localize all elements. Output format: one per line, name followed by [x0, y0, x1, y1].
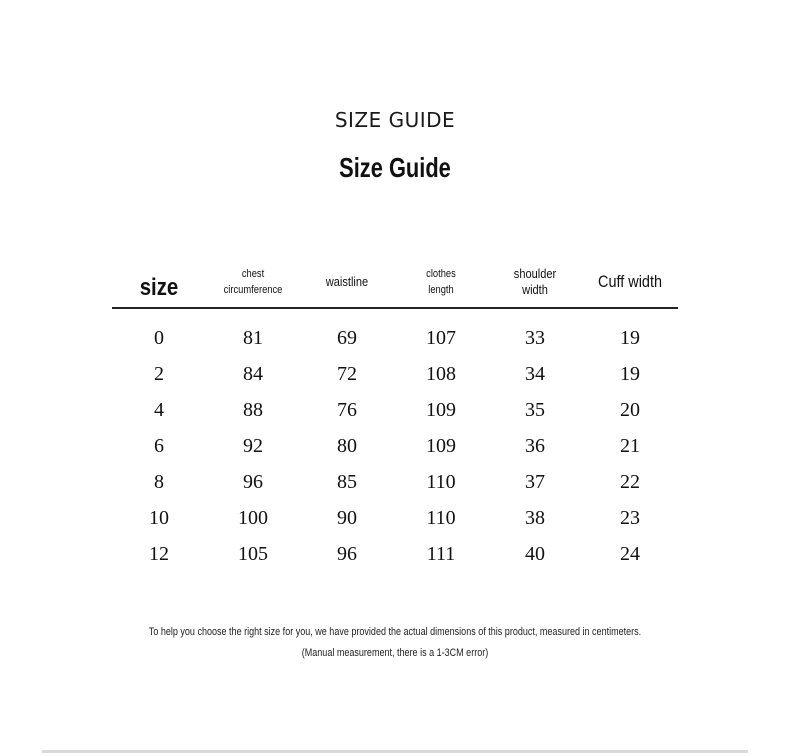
header-chest-line2: circumference	[223, 284, 283, 296]
header-divider	[112, 307, 678, 309]
cell-waistline: 72	[337, 363, 357, 385]
cell-cuff: 22	[620, 471, 640, 493]
header-chest-label	[224, 266, 283, 298]
header-shoulder-line2: width	[522, 282, 548, 297]
table-row	[112, 464, 678, 500]
header-length-line2: length	[428, 284, 454, 296]
cell-cuff: 19	[620, 363, 640, 385]
header-shoulder-label	[514, 266, 556, 298]
cell-length: 108	[426, 363, 456, 385]
table-row	[112, 500, 678, 536]
header-chest-line1: chest	[241, 268, 265, 280]
cell-shoulder: 33	[525, 327, 545, 349]
cell-chest: 81	[243, 327, 263, 349]
header-size-label: size	[139, 274, 179, 301]
header-shoulder	[495, 258, 575, 306]
table-row	[112, 320, 678, 356]
header-length-line1: clothes	[426, 268, 456, 280]
cell-length: 111	[426, 543, 456, 565]
cell-chest: 100	[238, 507, 268, 529]
cell-shoulder: 34	[525, 363, 545, 385]
cell-cuff: 24	[620, 543, 640, 565]
cell-cuff: 20	[620, 399, 640, 421]
cell-length: 109	[426, 435, 456, 457]
cell-length: 107	[426, 327, 456, 349]
measurement-note: To help you choose the right size for you, we have provided the actual dimensions of this product, measured in centimeters.	[148, 626, 642, 638]
table-body	[112, 320, 678, 572]
cell-size: 4	[154, 399, 164, 421]
header-waistline-label: waistline	[325, 274, 369, 289]
cell-chest: 84	[243, 363, 263, 385]
table-header	[112, 258, 678, 306]
cell-shoulder: 38	[525, 507, 545, 529]
cell-shoulder: 35	[525, 399, 545, 421]
cell-shoulder: 36	[525, 435, 545, 457]
header-length	[401, 258, 481, 306]
table-row	[112, 428, 678, 464]
cell-waistline: 80	[337, 435, 357, 457]
cell-chest: 105	[238, 543, 268, 565]
cell-size: 8	[154, 471, 164, 493]
table-row	[112, 392, 678, 428]
error-note: (Manual measurement, there is a 1-3CM error)	[301, 647, 489, 659]
table-row	[112, 536, 678, 572]
cell-waistline: 85	[337, 471, 357, 493]
cell-size: 12	[149, 543, 169, 565]
cell-length: 110	[426, 471, 456, 493]
cell-chest: 88	[243, 399, 263, 421]
cell-chest: 92	[243, 435, 263, 457]
cell-length: 110	[426, 507, 456, 529]
cell-cuff: 23	[620, 507, 640, 529]
cell-size: 2	[154, 363, 164, 385]
page-title: Size Guide	[339, 152, 451, 183]
title-english: SIZE GUIDE	[334, 108, 456, 132]
header-length-label	[426, 266, 456, 298]
header-cuff	[589, 258, 671, 306]
header-chest	[213, 258, 293, 306]
cell-shoulder: 40	[525, 543, 545, 565]
cell-cuff: 21	[620, 435, 640, 457]
cell-shoulder: 37	[525, 471, 545, 493]
bottom-divider	[42, 750, 748, 753]
cell-size: 6	[154, 435, 164, 457]
header-waistline	[307, 258, 387, 306]
cell-waistline: 69	[337, 327, 357, 349]
header-shoulder-line1: shoulder	[513, 266, 557, 281]
header-size	[119, 264, 199, 312]
cell-waistline: 90	[337, 507, 357, 529]
cell-waistline: 76	[337, 399, 357, 421]
cell-chest: 96	[243, 471, 263, 493]
cell-waistline: 96	[337, 543, 357, 565]
cell-size: 10	[149, 507, 169, 529]
header-cuff-label: Cuff width	[598, 272, 662, 291]
cell-size: 0	[154, 327, 164, 349]
cell-cuff: 19	[620, 327, 640, 349]
cell-length: 109	[426, 399, 456, 421]
table-row	[112, 356, 678, 392]
